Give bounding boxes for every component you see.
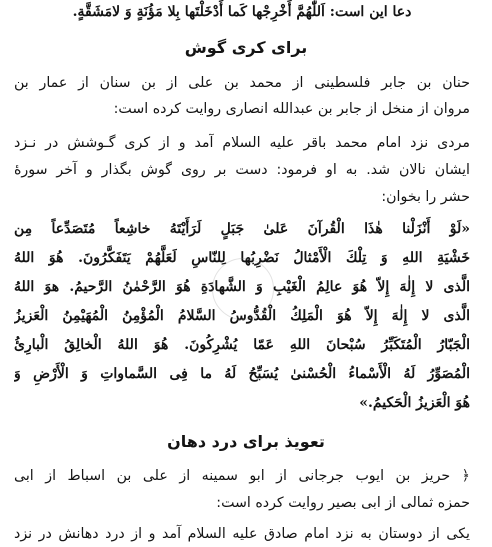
prayer-line: دعا این است: اَللّٰهُمَّ أَخْرِجْها کَما أَدْخَلْتَها بِلا مَؤُنَةٍ وَ لامَشَقَّةٍ. xyxy=(72,4,412,20)
verse-line: الْجَبّارُ الْمُتَكَبِّرُ سُبْحانَ اللهِ عَمّا يُشْرِكُونَ. هُوَ اللهُ الْخالِقُ الْبارِئُ xyxy=(14,337,470,353)
verse-line: هُوَ الْعَزيزُ الْحَكيمُ.» xyxy=(359,395,470,411)
verse-line: الَّذى لا إِلٰهَ إِلاّ هُوَ الْمَلِكُ الْقُدُّوسُ السَّلامُ الْمُؤْمِنُ الْمُهَيْمِنُ الْعَزيزُ xyxy=(14,308,470,324)
body-line: مروان از منخل از جابر بن عبدالله انصاری روایت کرده است: xyxy=(113,101,470,117)
body-line: ایشان نالان شد. به او فرمود: دست بر روی گوش بگذار و آخر سورهٔ xyxy=(14,162,470,178)
body-line: حشر را بخوان: xyxy=(381,189,470,205)
body-line: مردی نزد امام محمد باقر عليه السلام آمد و از کری گـوشش در نـزد xyxy=(14,135,470,151)
verse-line: خَشْيَةِ اللهِ وَ تِلْكَ الْأَمْثالُ نَضْرِبُها لِلنّاسِ لَعَلَّهُمْ يَتَفَكَّرُونَ. هُوَ اللهُ xyxy=(14,250,470,266)
section-heading-ear: برای کری گوش xyxy=(184,38,308,57)
verse-line: الَّذى لا إِلٰهَ إِلاّ هُوَ عالِمُ الْغَيْبِ وَ الشَّهادَةِ هُوَ الرَّحْمٰنُ الرَّحيمُ. هوَ اللهُ xyxy=(14,279,470,295)
body-line: ﴿ حريز بن ايوب جرجانی از ابو سمينه از علی بن اسباط از ابی xyxy=(14,468,470,484)
section-heading-tooth: تعویذ برای درد دهان xyxy=(167,432,325,451)
body-line: یکی از دوستان به نزد امام صادق عليه السلام آمد و از درد دهانش در نزد xyxy=(14,526,470,542)
verse-line: الْمُصَوِّرُ لَهُ الْأَسْماءُ الْحُسْنىٰ يُسَبِّحُ لَهُ ما فِى السَّماواتِ وَ الْأَرْضِ وَ xyxy=(14,366,470,382)
body-line: حنان بن جابر فلسطینی از محمد بن علی از بن سنان از عمار بن xyxy=(14,75,470,91)
verse-line: «لَوْ أَنْزَلْنا هٰذَا الْقُرآنَ عَلىٰ جَبَلٍ لَرَأَيْتَهُ خاشِعاً مُتَصَدِّعاً مِن xyxy=(14,221,470,237)
body-line: حمزه ثمالی از ابی بصير روايت کرده است: xyxy=(216,495,470,511)
